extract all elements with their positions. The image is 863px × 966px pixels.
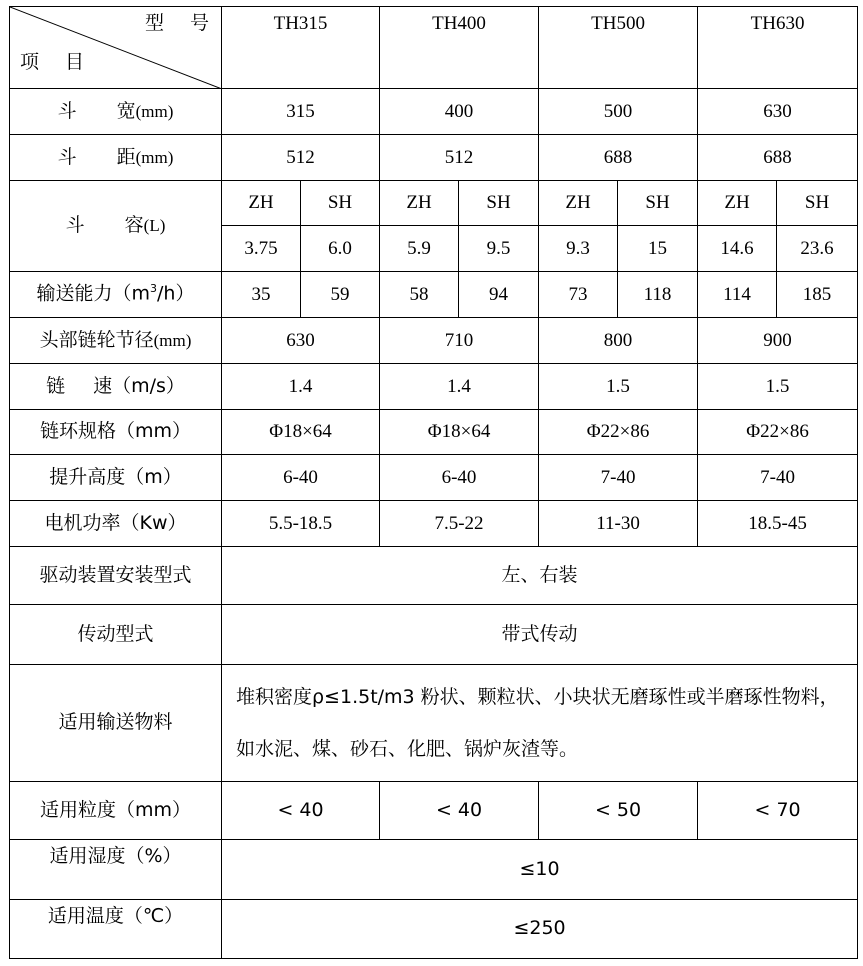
value-cell: 9.3 [539, 226, 618, 272]
model-header: TH500 [539, 7, 698, 89]
value-cell: < 40 [380, 782, 539, 840]
value-cell: Φ18×64 [222, 410, 380, 455]
model-header: TH400 [380, 7, 539, 89]
row-motor-power [10, 501, 858, 547]
row-label: 斗 容(L) [10, 181, 222, 272]
value-cell: 1.4 [222, 364, 380, 410]
value-cell: 185 [777, 272, 858, 318]
value-cell: 710 [380, 318, 539, 364]
row-particle-size [10, 782, 858, 840]
spec-table [9, 6, 858, 959]
row-label: 提升高度（m） [10, 455, 222, 501]
value-cell: ≤10 [222, 840, 858, 900]
type-cell: SH [301, 181, 380, 226]
value-cell: < 70 [698, 782, 858, 840]
value-cell: Φ22×86 [698, 410, 858, 455]
row-transmission [10, 605, 858, 665]
row-label: 适用粒度（mm） [10, 782, 222, 840]
type-cell: SH [459, 181, 539, 226]
value-cell: 1.4 [380, 364, 539, 410]
model-header: TH630 [698, 7, 858, 89]
row-sprocket-pitch [10, 318, 858, 364]
value-cell: Φ18×64 [380, 410, 539, 455]
row-label: 适用温度（℃） [10, 900, 222, 959]
row-lift-height [10, 455, 858, 501]
value-cell: 6-40 [222, 455, 380, 501]
row-capacity [10, 272, 858, 318]
value-cell: 5.5-18.5 [222, 501, 380, 547]
row-label: 输送能力$(m^3/h)$ [10, 272, 222, 318]
row-bucket-width [10, 89, 858, 135]
row-drive-mount [10, 547, 858, 605]
type-cell: SH [618, 181, 698, 226]
row-label: 适用湿度（%） [10, 840, 222, 900]
type-cell: ZH [380, 181, 459, 226]
row-bucket-pitch [10, 135, 858, 181]
row-label: 适用输送物料 [10, 665, 222, 782]
materials-text: 堆积密度ρ≤1.5t/m3 粉状、颗粒状、小块状无磨琢性或半磨琢性物料，如水泥、煤、砂石、化肥、锅炉灰渣等。 [222, 665, 858, 782]
row-materials [10, 665, 858, 782]
value-cell: 左、右装 [222, 547, 858, 605]
row-bucket-capacity-types [10, 181, 858, 226]
value-cell: 59 [301, 272, 380, 318]
value-cell: 94 [459, 272, 539, 318]
value-cell: 带式传动 [222, 605, 858, 665]
value-cell: 500 [539, 89, 698, 135]
row-label: 电机功率（Kw） [10, 501, 222, 547]
type-cell: ZH [698, 181, 777, 226]
value-cell: 7.5-22 [380, 501, 539, 547]
type-cell: SH [777, 181, 858, 226]
row-label: 驱动装置安装型式 [10, 547, 222, 605]
row-chain-spec [10, 410, 858, 455]
value-cell: 114 [698, 272, 777, 318]
value-cell: 73 [539, 272, 618, 318]
row-label: 链 速（m/s） [10, 364, 222, 410]
row-label: 链环规格（mm） [10, 410, 222, 455]
header-diagonal-cell [10, 7, 222, 89]
value-cell: < 50 [539, 782, 698, 840]
value-cell: 14.6 [698, 226, 777, 272]
value-cell: 7-40 [698, 455, 858, 501]
row-label: 传动型式 [10, 605, 222, 665]
type-cell: ZH [222, 181, 301, 226]
type-label: 型 号 [144, 12, 209, 34]
value-cell: ≤250 [222, 900, 858, 959]
value-cell: 630 [698, 89, 858, 135]
value-cell: 118 [618, 272, 698, 318]
value-cell: 7-40 [539, 455, 698, 501]
value-cell: 315 [222, 89, 380, 135]
value-cell: 688 [698, 135, 858, 181]
value-cell: 18.5-45 [698, 501, 858, 547]
row-chain-speed [10, 364, 858, 410]
value-cell: 1.5 [539, 364, 698, 410]
header-row [10, 7, 858, 89]
item-label: 项 目 [20, 51, 85, 74]
value-cell: 900 [698, 318, 858, 364]
value-cell: 5.9 [380, 226, 459, 272]
row-humidity [10, 840, 858, 900]
value-cell: 35 [222, 272, 301, 318]
type-cell: ZH [539, 181, 618, 226]
row-temperature [10, 900, 858, 959]
value-cell: < 40 [222, 782, 380, 840]
value-cell: 9.5 [459, 226, 539, 272]
model-header: TH315 [222, 7, 380, 89]
value-cell: Φ22×86 [539, 410, 698, 455]
value-cell: 630 [222, 318, 380, 364]
value-cell: 6.0 [301, 226, 380, 272]
value-cell: 400 [380, 89, 539, 135]
row-label: 头部链轮节径(mm) [10, 318, 222, 364]
value-cell: 6-40 [380, 455, 539, 501]
value-cell: 23.6 [777, 226, 858, 272]
value-cell: 1.5 [698, 364, 858, 410]
value-cell: 3.75 [222, 226, 301, 272]
value-cell: 800 [539, 318, 698, 364]
value-cell: 11-30 [539, 501, 698, 547]
value-cell: 58 [380, 272, 459, 318]
value-cell: 688 [539, 135, 698, 181]
row-label: 斗 距(mm) [10, 135, 222, 181]
value-cell: 512 [380, 135, 539, 181]
value-cell: 15 [618, 226, 698, 272]
row-label: 斗 宽(mm) [10, 89, 222, 135]
value-cell: 512 [222, 135, 380, 181]
